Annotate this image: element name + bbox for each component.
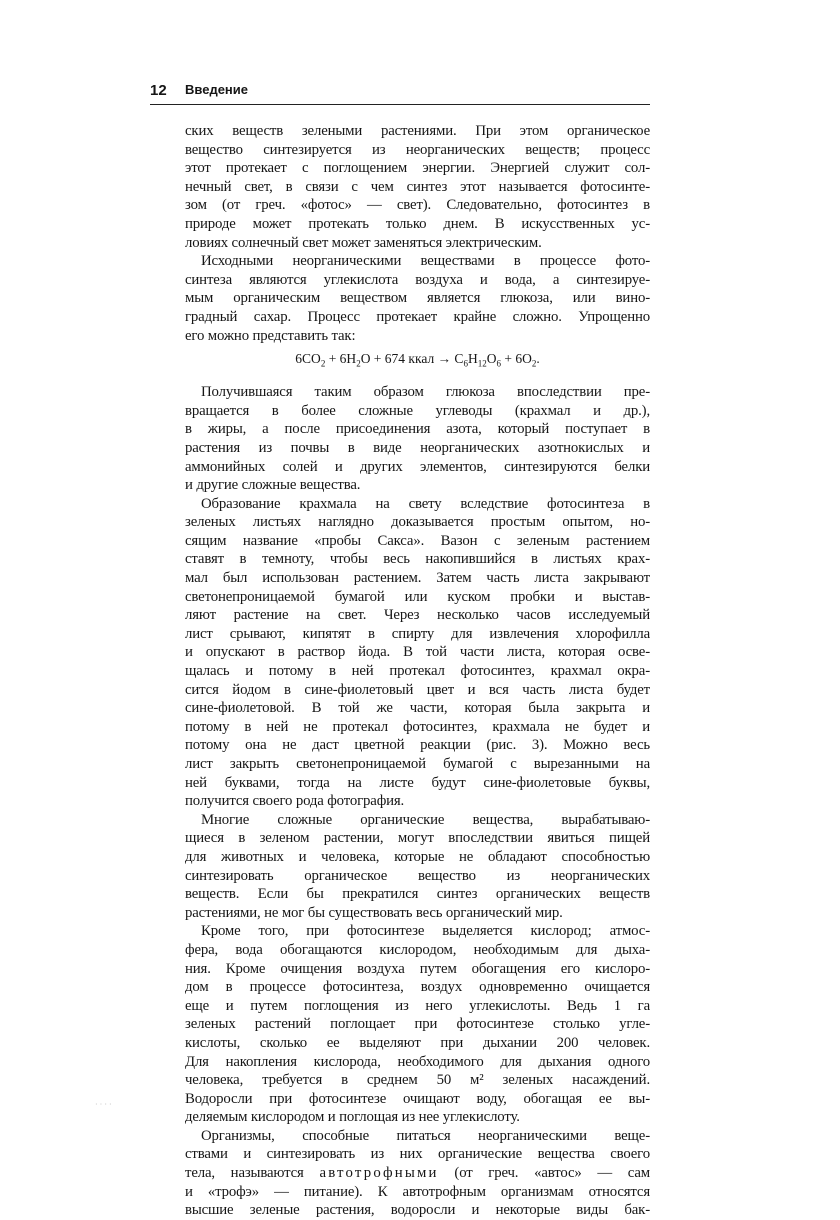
text-line: синтеза являются углекислота воздуха и вода, а синтезируе- <box>185 271 650 288</box>
text-line: градный сахар. Процесс протекает крайне сложно. Упрощенно <box>185 308 650 325</box>
text-line: деляемым кислородом и поглощая из нее углекислоту. <box>185 1109 520 1126</box>
paragraph-start: Исходными неорганическими веществами в процессе фото- <box>201 253 650 270</box>
text-line: тела, называются автотрофными (от греч. «автос» — сам <box>185 1165 650 1182</box>
text-line: щалась и потому в ней протекал фотосинтез, крахмал окра- <box>185 663 650 680</box>
text-line: ляют растение на свет. Через несколько часов исследуемый <box>185 607 650 624</box>
text-line: вращается в более сложные углеводы (крахмал и др.), <box>185 402 650 419</box>
page-number: 12 <box>150 82 167 99</box>
text-line: Для накопления кислорода, необходимого для дыхания одного <box>185 1053 650 1070</box>
text-line: еще и путем поглощения из него углекислоты. Ведь 1 га <box>185 997 650 1014</box>
text-line: фера, вода обогащаются кислородом, необходимым для дыха- <box>185 941 650 958</box>
text-line: и «трофэ» — питание). К автотрофным организмам относятся <box>185 1183 650 1200</box>
text-line: Водоросли при фотосинтезе очищают воду, обогащая ее вы- <box>185 1090 650 1107</box>
text-line: потому она не даст цветной реакции (рис. 3). Можно весь <box>185 737 650 754</box>
page-header <box>150 80 650 105</box>
text-line: светонепроницаемой бумагой или куском пробки и выстав- <box>185 588 650 605</box>
term-autotrophic: автотрофными <box>319 1165 439 1182</box>
text-line: человека, требуется в среднем 50 м² зеленых насаждений. <box>185 1072 650 1089</box>
paragraph-start: Образование крахмала на свету вследствие фотосинтеза в <box>201 495 650 512</box>
paragraph-start: Получившаяся таким образом глюкоза впоследствии пре- <box>201 384 650 401</box>
text-line: вещество синтезируется из неорганических веществ; процесс <box>185 141 650 158</box>
text-line: ловиях солнечный свет может заменяться электрическим. <box>185 234 542 251</box>
paragraph-start: Организмы, способные питаться неорганическими веще- <box>201 1127 650 1144</box>
text-line: природе может протекать только днем. В искусственных ус- <box>185 215 650 232</box>
text-line: сине-фиолетовой. В той же части, которая была закрыта и <box>185 700 650 717</box>
text-line: зеленых растений поглощает при фотосинтезе столько угле- <box>185 1016 650 1033</box>
text-line: потому в ней не протекал фотосинтез, крахмала не будет и <box>185 718 650 735</box>
body-text <box>185 122 650 1220</box>
text-line: зеленых листьях наглядно доказывается простым опытом, но- <box>185 514 650 531</box>
text-line: для животных и человека, которые не обладают способностью <box>185 848 650 865</box>
text-line: ния. Кроме очищения воздуха путем обогащения его кислоро- <box>185 960 650 977</box>
text-line: лист срывают, кипятят в спирту для извлечения хлорофилла <box>185 625 650 642</box>
text-line: щиеся в зеленом растении, могут впоследствии явиться пищей <box>185 830 650 847</box>
text-line: сящим название «пробы Сакса». Вазон с зеленым растением <box>185 532 650 549</box>
paragraph-start: Кроме того, при фотосинтезе выделяется кислород; атмос- <box>201 923 650 940</box>
text-line: сится йодом в сине-фиолетовый цвет и вся часть листа будет <box>185 681 650 698</box>
scan-specks: · · · · <box>95 1100 112 1109</box>
text-line: мым органическим веществом является глюкоза, или вино- <box>185 290 650 307</box>
text-line: растения из почвы в виде неорганических азотнокислых и <box>185 439 650 456</box>
photosynthesis-equation: $6CO_2 + 6H_2O + 674$ ккал → $C_6H_{12}O_6 + 6O_2$. <box>295 351 540 369</box>
text-line: лист закрыть светонепроницаемой бумагой с вырезанными на <box>185 756 650 772</box>
text-line: растениями, не мог бы существовать весь органический мир. <box>185 904 563 921</box>
text-line: и опускают в раствор йода. В той части листа, которая осве- <box>185 644 650 661</box>
text-line: зом (от греч. «фотос» — свет). Следовательно, фотосинтез в <box>185 197 650 214</box>
text-line: и другие сложные вещества. <box>185 477 361 494</box>
text-line: ствами и синтезировать из них органические вещества своего <box>185 1146 650 1163</box>
text-line: мал был использован растением. Затем часть листа закрывают <box>185 570 650 587</box>
text-line: нечный свет, в связи с чем синтез этот называется фотосинте- <box>185 178 650 195</box>
text-line: его можно представить так: <box>185 327 356 344</box>
text-line: ских веществ зелеными растениями. При этом органическое <box>185 123 650 139</box>
text-line: дом в процессе фотосинтеза, воздух одновременно очищается <box>185 979 650 996</box>
text-line: этот протекает с поглощением энергии. Энергией служит сол- <box>185 160 650 177</box>
text-line: веществ. Если бы прекратился синтез органических веществ <box>185 886 650 903</box>
text-line: ней буквами, тогда на листе будут сине-фиолетовые буквы, <box>185 774 650 791</box>
text-line: ставят в темноту, чтобы весь накопившийся в листьях крах- <box>185 551 650 568</box>
text-line: высшие зеленые растения, водоросли и некоторые виды бак- <box>185 1202 650 1219</box>
text-line: синтезировать органическое вещество из неорганических <box>185 867 650 884</box>
running-head: Введение <box>185 82 248 97</box>
text-line: получится своего рода фотография. <box>185 793 405 810</box>
text-line: кислоты, сколько ее выделяют при дыхании 200 человек. <box>185 1034 650 1051</box>
text-line: в жиры, а после присоединения азота, который поступает в <box>185 421 650 438</box>
paragraph-start: Многие сложные органические вещества, вырабатываю- <box>201 811 650 828</box>
text-line: аммонийных солей и других элементов, синтезируются белки <box>185 458 650 475</box>
